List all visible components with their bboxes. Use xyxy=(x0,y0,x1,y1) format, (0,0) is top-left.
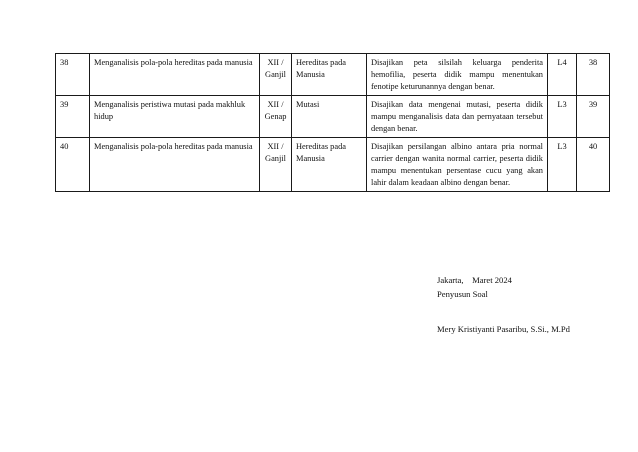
competency-cell: Menganalisis pola-pola hereditas pada manusia xyxy=(90,54,260,96)
indicator-cell: Disajikan persilangan albino antara pria normal carrier dengan wanita normal carrier, peserta didik mampu menentukan persentase cucu yang akan lahir dalam keadaan albino dengan benar. xyxy=(367,138,548,192)
cognitive-level-cell: L4 xyxy=(548,54,577,96)
question-number-cell: 38 xyxy=(56,54,90,96)
class-semester-cell: XII / Genap xyxy=(260,96,292,138)
cognitive-level-cell: L3 xyxy=(548,138,577,192)
material-cell: Mutasi xyxy=(292,96,367,138)
class-semester-cell: XII / Ganjil xyxy=(260,54,292,96)
indicator-cell: Disajikan data mengenai mutasi, peserta didik mampu menganalisis data dan pernyataan tersebut dengan benar. xyxy=(367,96,548,138)
question-number-cell: 39 xyxy=(56,96,90,138)
table-row xyxy=(56,54,610,96)
table-row xyxy=(56,96,610,138)
competency-cell: Menganalisis peristiwa mutasi pada makhluk hidup xyxy=(90,96,260,138)
item-number-cell: 40 xyxy=(577,138,610,192)
item-number-cell: 38 xyxy=(577,54,610,96)
author-name: Mery Kristiyanti Pasaribu, S.Si., M.Pd xyxy=(437,324,570,334)
author-role: Penyusun Soal xyxy=(437,289,488,299)
indicator-cell: Disajikan peta silsilah keluarga penderita hemofilia, peserta didik mampu menentukan fenotipe keturunannya dengan benar. xyxy=(367,54,548,96)
cognitive-level-cell: L3 xyxy=(548,96,577,138)
competency-cell: Menganalisis pola-pola hereditas pada manusia xyxy=(90,138,260,192)
question-grid-table xyxy=(55,53,610,192)
material-cell: Hereditas pada Manusia xyxy=(292,138,367,192)
place-date-line: Jakarta, Maret 2024 xyxy=(437,275,512,285)
item-number-cell: 39 xyxy=(577,96,610,138)
material-cell: Hereditas pada Manusia xyxy=(292,54,367,96)
question-number-cell: 40 xyxy=(56,138,90,192)
table-row xyxy=(56,138,610,192)
class-semester-cell: XII / Ganjil xyxy=(260,138,292,192)
